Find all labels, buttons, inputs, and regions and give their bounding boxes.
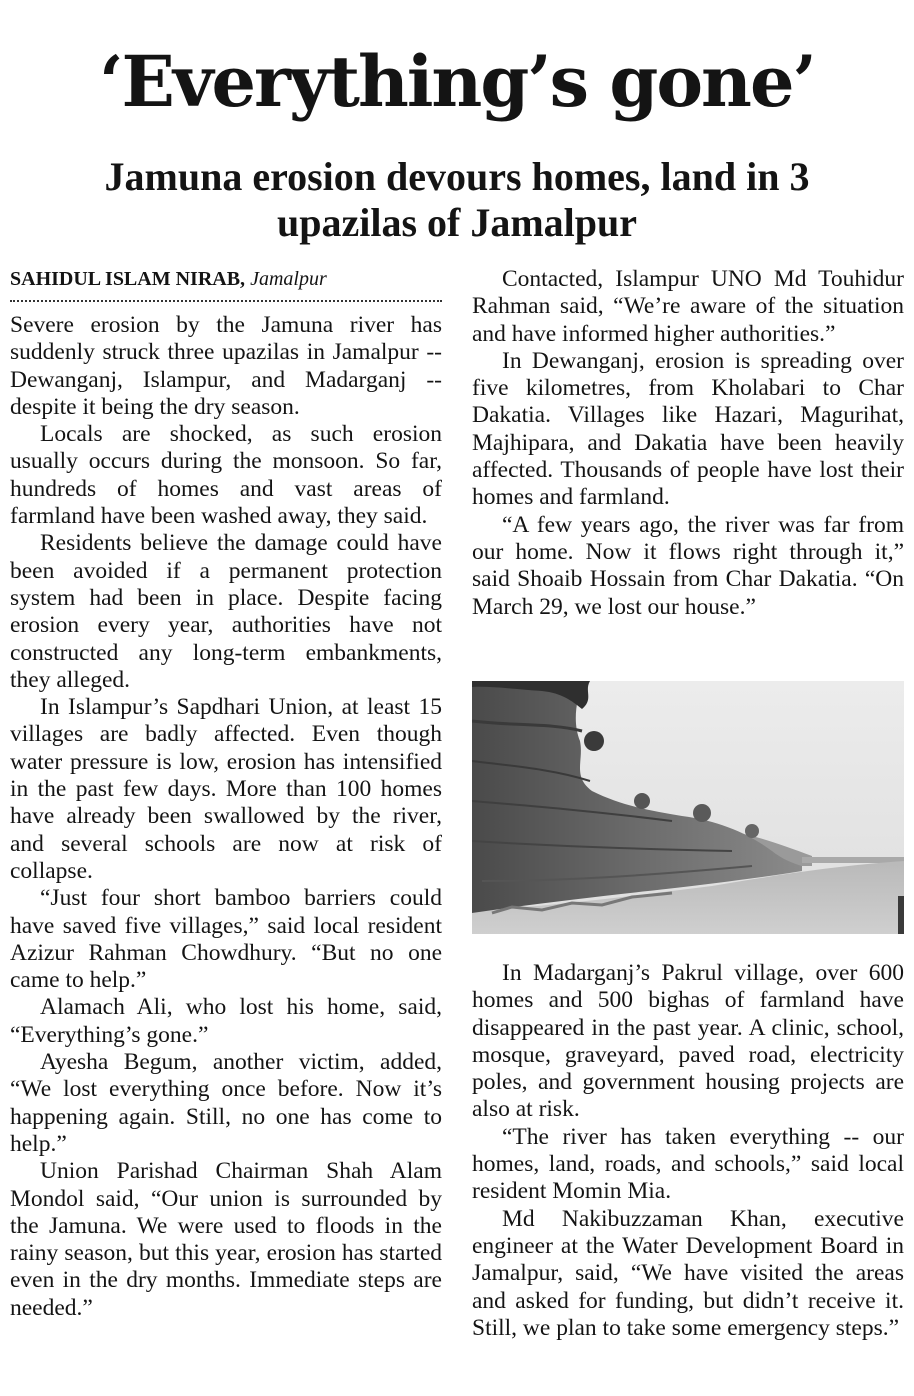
paragraph: Alamach Ali, who lost his home, said, “Everything’s gone.” — [10, 994, 442, 1048]
paragraph: Md Nakibuzzaman Khan, executive engineer at the Water Development Board in Jamalpur, said, “We have visited the areas and asked for funding, but didn’t receive it. Still, we plan to take some emergency steps.” — [472, 1205, 904, 1341]
paragraph: In Islampur’s Sapdhari Union, at least 15 villages are badly affected. Even though water pressure is low, erosion has intensified in the past few days. More than 100 homes have already been swallowed by the river, and several schools are now at risk of collapse. — [10, 694, 442, 884]
paragraph: Locals are shocked, as such erosion usually occurs during the monsoon. So far, hundreds of homes and vast areas of farmland have been washed away, they said. — [10, 421, 442, 530]
paragraph: Union Parishad Chairman Shah Alam Mondol said, “Our union is surrounded by the Jamuna. We were used to floods in the rainy season, but this year, erosion has started even in the dry months. Immediate steps are needed.” — [10, 1158, 442, 1321]
paragraph: Residents believe the damage could have been avoided if a permanent protection system had been in place. Despite facing erosion every year, authorities have not constructed any long-term embankments, they alleged. — [10, 530, 442, 693]
paragraph: Ayesha Begum, another victim, added, “We lost everything once before. Now it’s happening again. Still, no one has come to help.” — [10, 1049, 442, 1157]
paragraph: In Dewanganj, erosion is spreading over five kilometres, from Kholabari to Char Dakatia. Villages like Hazari, Magurihat, Majhipara, and Dakatia have been heavily affected. Thousands of people have lost their homes and farmland. — [472, 347, 904, 511]
left-column — [10, 266, 442, 1322]
subheadline: Jamuna erosion devours homes, land in 3 upazilas of Jamalpur — [104, 154, 810, 245]
byline-divider — [10, 300, 442, 302]
paragraph: Contacted, Islampur UNO Md Touhidur Rahman said, “We’re aware of the situation and have informed higher authorities.” — [472, 266, 904, 347]
byline — [10, 266, 442, 292]
paragraph: “A few years ago, the river was far from our home. Now it flows right through it,” said Shoaib Hossain from Char Dakatia. “On March 29, we lost our house.” — [472, 511, 904, 620]
right-column-bottom — [472, 960, 904, 1342]
right-column-top — [472, 266, 904, 621]
riverbank-erosion-photo — [472, 681, 904, 934]
byline-author: SAHIDUL ISLAM NIRAB, — [10, 268, 246, 290]
paragraph: “The river has taken everything -- our homes, land, roads, and schools,” said local resident Momin Mia. — [472, 1123, 904, 1205]
byline-location: Jamalpur — [250, 268, 327, 290]
paragraph: “Just four short bamboo barriers could have saved five villages,” said local resident Azizur Rahman Chowdhury. “But no one came to help.” — [10, 885, 442, 994]
headline: ‘Everything’s gone’ — [99, 40, 815, 123]
paragraph: Severe erosion by the Jamuna river has suddenly struck three upazilas in Jamalpur -- Dewanganj, Islampur, and Madarganj -- despite it being the dry season. — [10, 312, 442, 420]
paragraph: In Madarganj’s Pakrul village, over 600 homes and 500 bighas of farmland have disappeared in the past year. A clinic, school, mosque, graveyard, paved road, electricity poles, and government housing projects are also at risk. — [472, 960, 904, 1123]
